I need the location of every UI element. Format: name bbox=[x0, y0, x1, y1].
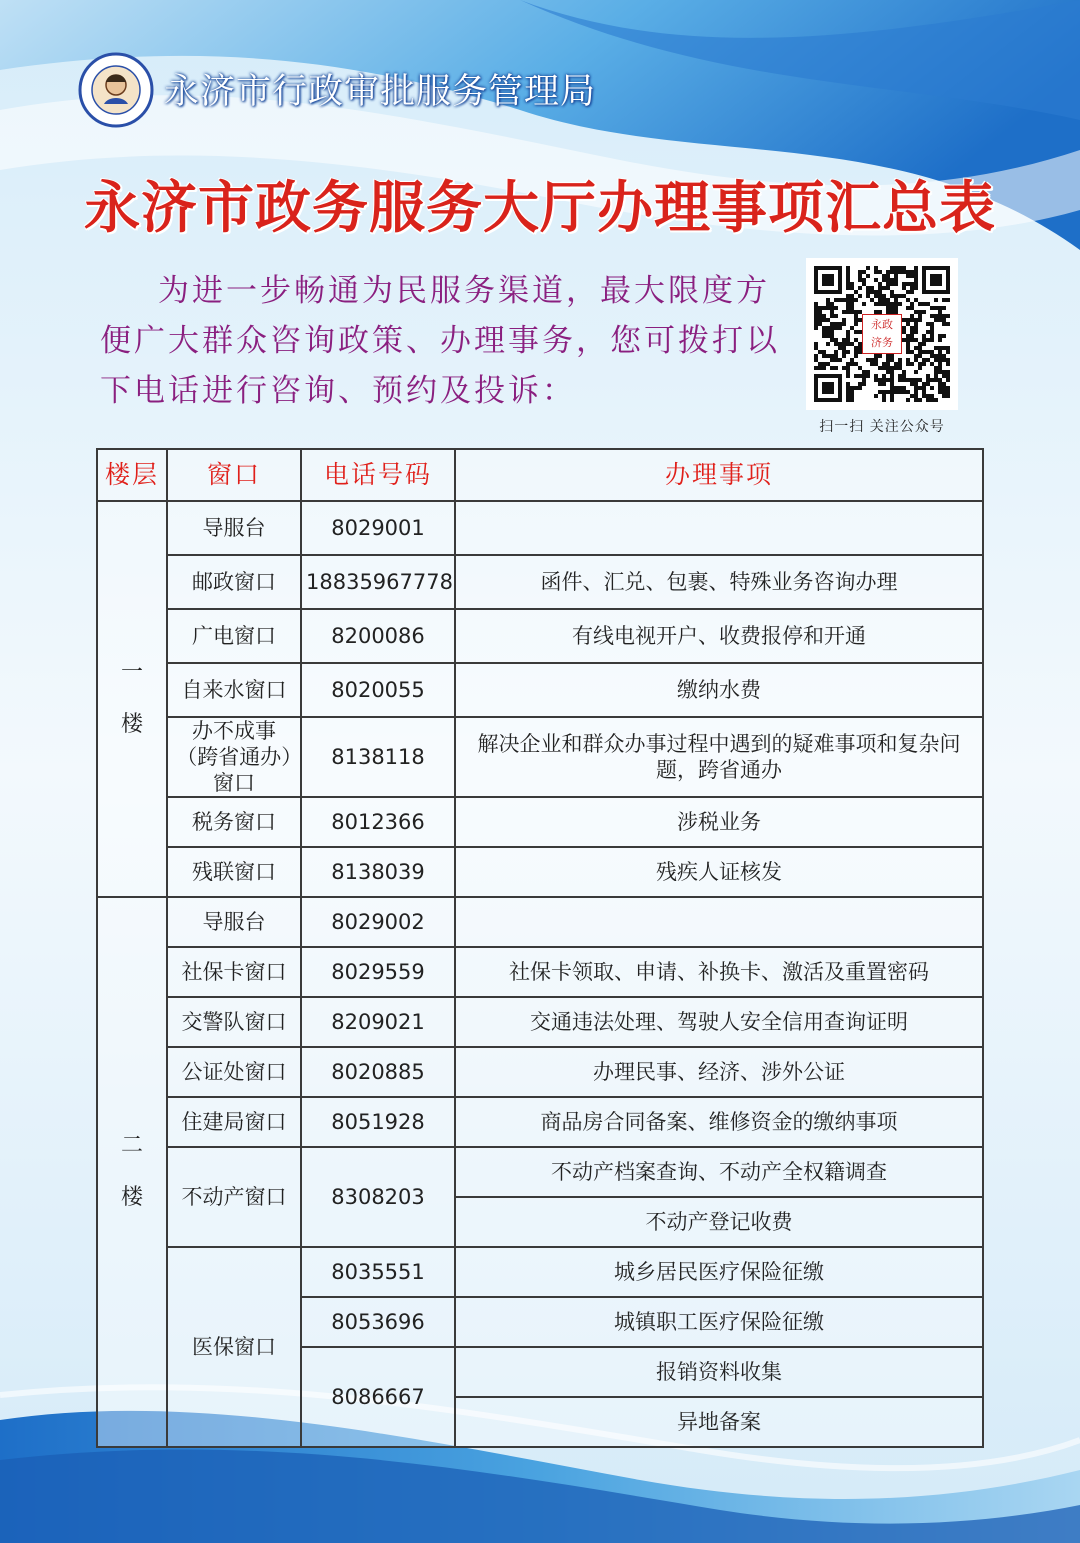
window-cell: 导服台 bbox=[167, 501, 301, 555]
matter-cell: 异地备案 bbox=[455, 1397, 983, 1447]
table-row bbox=[97, 947, 983, 997]
phone-cell: 8029002 bbox=[301, 897, 455, 947]
matter-cell: 报销资料收集 bbox=[455, 1347, 983, 1397]
table-row bbox=[97, 1047, 983, 1097]
floor-second bbox=[97, 897, 167, 1447]
table-row bbox=[97, 847, 983, 897]
window-cell: 不动产窗口 bbox=[167, 1147, 301, 1247]
floor-first-char2: 楼 bbox=[120, 712, 143, 737]
table-row bbox=[97, 501, 983, 555]
qr-caption: 扫一扫 关注公众号 bbox=[819, 419, 945, 435]
phone-cell: 8020055 bbox=[301, 663, 455, 717]
phone-cell: 18835967778 bbox=[301, 555, 455, 609]
qr-badge-line2: 济务 bbox=[871, 336, 893, 349]
phone-cell: 8029559 bbox=[301, 947, 455, 997]
qr-center-badge bbox=[862, 314, 902, 354]
matter-cell bbox=[455, 501, 983, 555]
service-table bbox=[96, 448, 984, 1448]
window-cell: 导服台 bbox=[167, 897, 301, 947]
window-cell: 广电窗口 bbox=[167, 609, 301, 663]
window-cell: 自来水窗口 bbox=[167, 663, 301, 717]
table-row bbox=[97, 717, 983, 797]
phone-cell: 8138118 bbox=[301, 717, 455, 797]
org-logo bbox=[78, 52, 154, 128]
floor-second-char1: 二 bbox=[120, 1133, 143, 1158]
header-matter: 办理事项 bbox=[455, 449, 983, 501]
matter-cell: 不动产档案查询、不动产全权籍调查 bbox=[455, 1147, 983, 1197]
window-cell: 残联窗口 bbox=[167, 847, 301, 897]
matter-cell: 有线电视开户、收费报停和开通 bbox=[455, 609, 983, 663]
table-row bbox=[97, 555, 983, 609]
floor-second-char2: 楼 bbox=[120, 1185, 143, 1210]
phone-cell: 8138039 bbox=[301, 847, 455, 897]
matter-cell: 解决企业和群众办事过程中遇到的疑难事项和复杂问题，跨省通办 bbox=[455, 717, 983, 797]
intro-text: 为进一步畅通为民服务渠道，最大限度方便广大群众咨询政策、办理事务，您可拨打以下电话进行咨询、预约及投诉： bbox=[100, 273, 780, 409]
phone-cell: 8029001 bbox=[301, 501, 455, 555]
header-window: 窗口 bbox=[167, 449, 301, 501]
table-row bbox=[97, 797, 983, 847]
matter-cell: 城乡居民医疗保险征缴 bbox=[455, 1247, 983, 1297]
table-row bbox=[97, 609, 983, 663]
window-cell: 邮政窗口 bbox=[167, 555, 301, 609]
matter-cell: 交通违法处理、驾驶人安全信用查询证明 bbox=[455, 997, 983, 1047]
phone-cell: 8051928 bbox=[301, 1097, 455, 1147]
qr-code[interactable] bbox=[806, 258, 958, 410]
table-row bbox=[97, 997, 983, 1047]
poster-title: 永济市政务服务大厅办理事项汇总表 bbox=[84, 175, 996, 241]
qr-badge-line1: 永政 bbox=[871, 318, 893, 331]
window-cell: 社保卡窗口 bbox=[167, 947, 301, 997]
matter-cell: 商品房合同备案、维修资金的缴纳事项 bbox=[455, 1097, 983, 1147]
matter-cell: 函件、汇兑、包裹、特殊业务咨询办理 bbox=[455, 555, 983, 609]
matter-cell: 社保卡领取、申请、补换卡、激活及重置密码 bbox=[455, 947, 983, 997]
table-header-row bbox=[97, 449, 983, 501]
window-cell: 办不成事（跨省通办）窗口 bbox=[167, 717, 301, 797]
table-row bbox=[97, 663, 983, 717]
phone-cell: 8086667 bbox=[301, 1347, 455, 1447]
table-row bbox=[97, 1147, 983, 1197]
floor-first-char1: 一 bbox=[120, 660, 143, 685]
matter-cell: 不动产登记收费 bbox=[455, 1197, 983, 1247]
matter-cell: 残疾人证核发 bbox=[455, 847, 983, 897]
matter-cell: 办理民事、经济、涉外公证 bbox=[455, 1047, 983, 1097]
phone-cell: 8012366 bbox=[301, 797, 455, 847]
matter-cell: 涉税业务 bbox=[455, 797, 983, 847]
matter-cell: 城镇职工医疗保险征缴 bbox=[455, 1297, 983, 1347]
header-phone: 电话号码 bbox=[301, 449, 455, 501]
matter-cell bbox=[455, 897, 983, 947]
phone-cell: 8308203 bbox=[301, 1147, 455, 1247]
phone-cell: 8053696 bbox=[301, 1297, 455, 1347]
phone-cell: 8209021 bbox=[301, 997, 455, 1047]
matter-cell: 缴纳水费 bbox=[455, 663, 983, 717]
table-row bbox=[97, 1097, 983, 1147]
org-name: 永济市行政审批服务管理局 bbox=[164, 72, 597, 112]
header-floor: 楼层 bbox=[97, 449, 167, 501]
phone-cell: 8020885 bbox=[301, 1047, 455, 1097]
window-cell: 交警队窗口 bbox=[167, 997, 301, 1047]
phone-cell: 8035551 bbox=[301, 1247, 455, 1297]
table-row bbox=[97, 1247, 983, 1297]
window-cell: 公证处窗口 bbox=[167, 1047, 301, 1097]
window-cell: 住建局窗口 bbox=[167, 1097, 301, 1147]
window-cell: 医保窗口 bbox=[167, 1247, 301, 1447]
table-row bbox=[97, 897, 983, 947]
window-cell: 税务窗口 bbox=[167, 797, 301, 847]
floor-first bbox=[97, 501, 167, 897]
phone-cell: 8200086 bbox=[301, 609, 455, 663]
